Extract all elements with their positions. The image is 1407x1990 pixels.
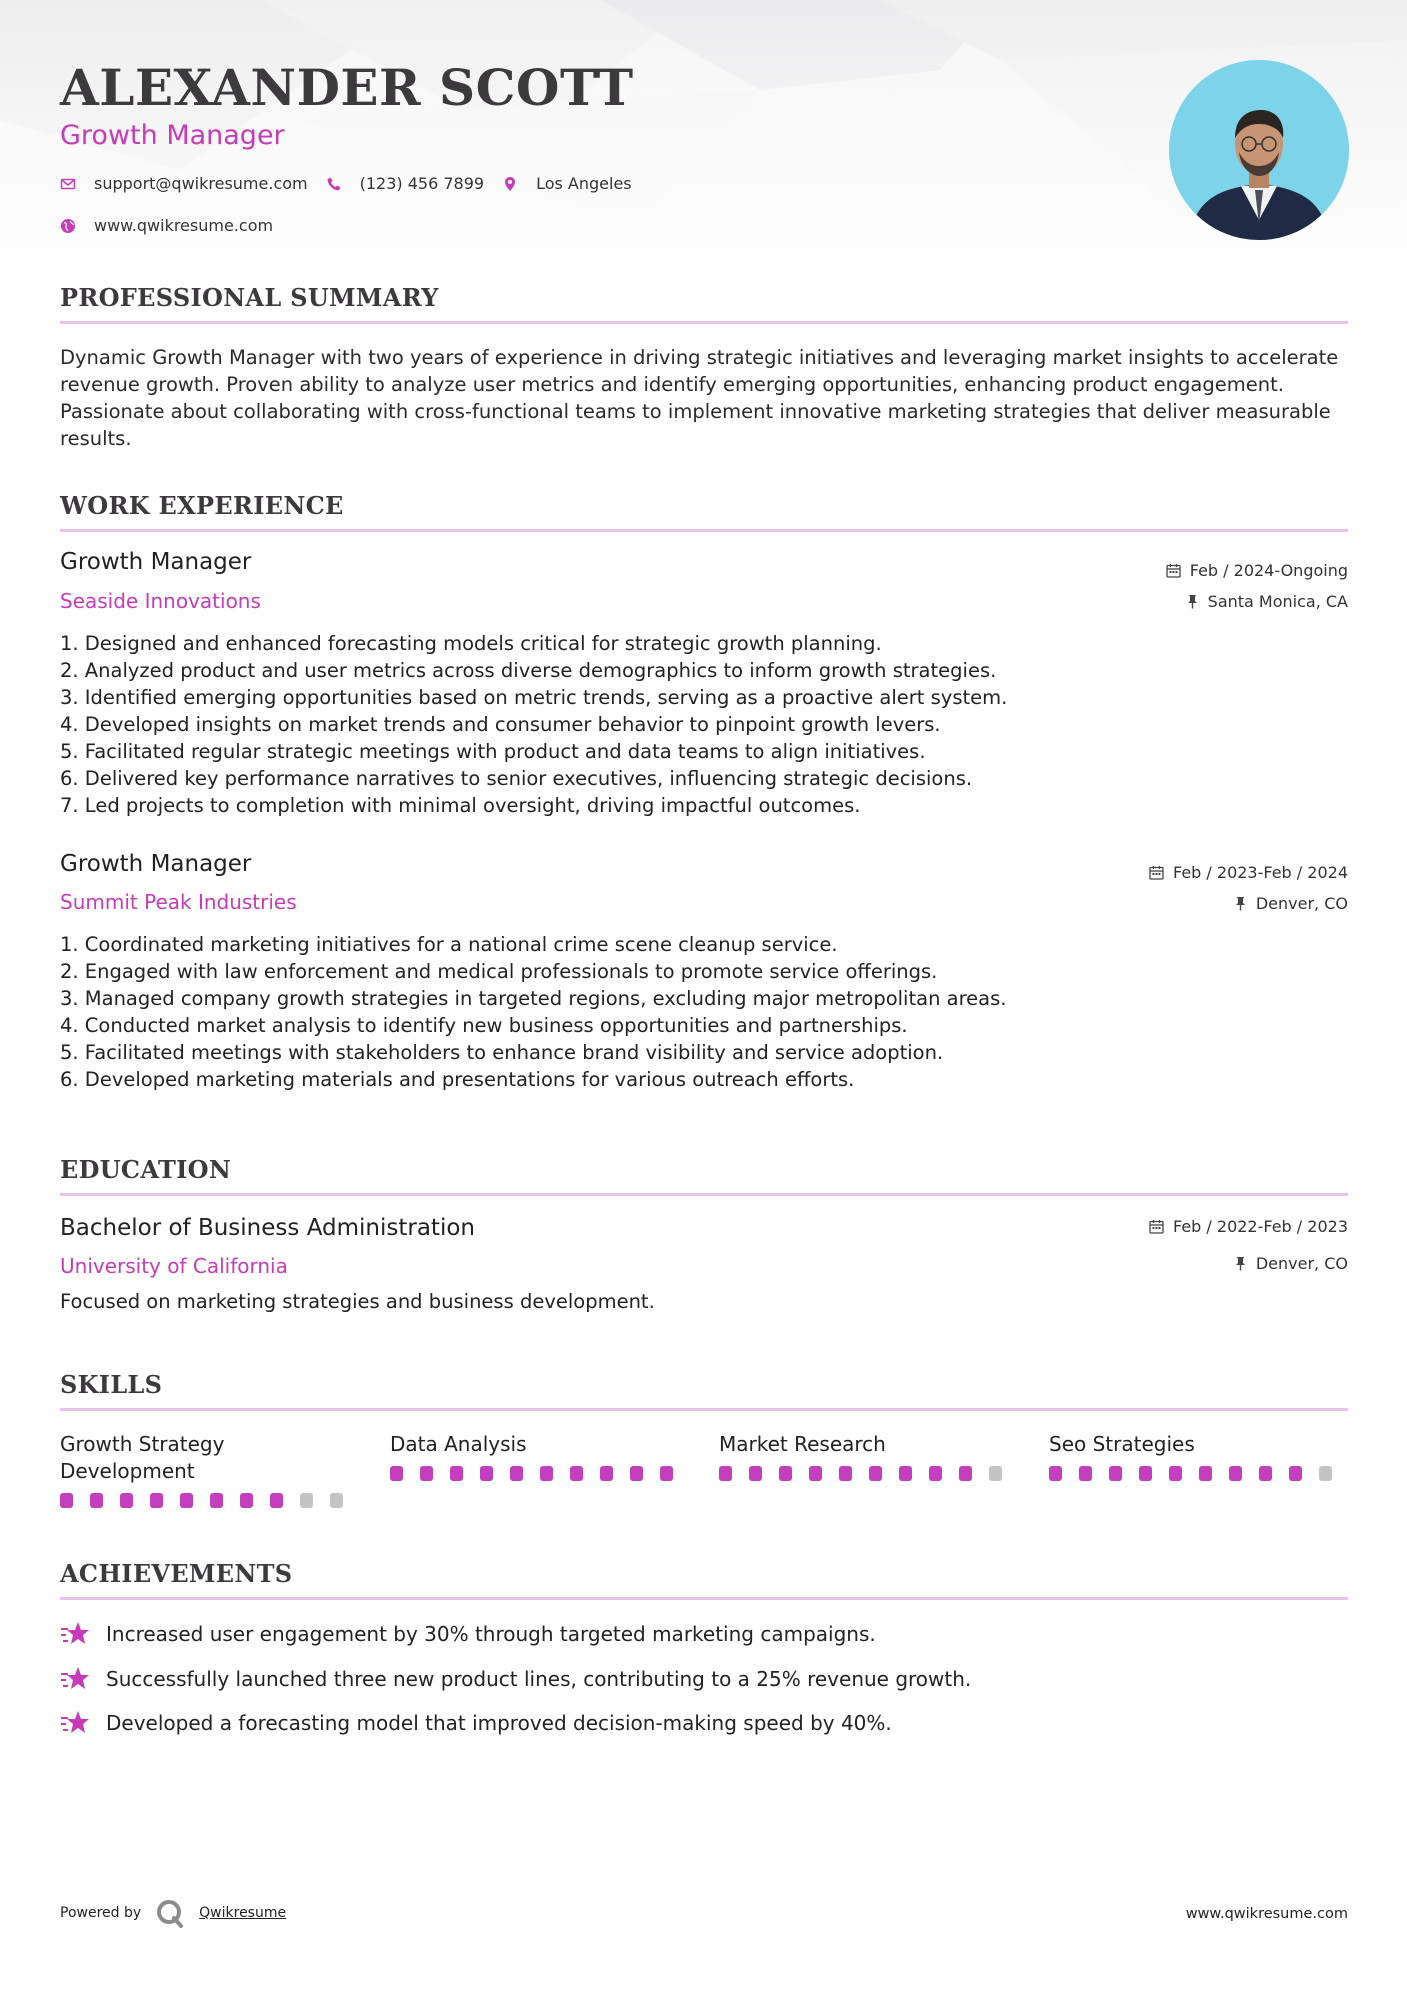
skill-dot-filled <box>480 1466 493 1481</box>
skill-item <box>60 1431 360 1508</box>
education-school: University of California <box>60 1254 288 1278</box>
job-title: Growth Manager <box>60 549 252 575</box>
powered-by-label: Powered by <box>60 1905 142 1921</box>
pushpin-icon <box>1186 594 1199 609</box>
list-item: 4. Developed insights on market trends and consumer behavior to pinpoint growth levers. <box>60 713 941 736</box>
skill-dot-filled <box>120 1493 133 1508</box>
education-location-text: Denver, CO <box>1255 1254 1348 1273</box>
job-dates <box>1149 863 1348 882</box>
skill-dot-filled <box>420 1466 433 1481</box>
skill-rating <box>60 1493 360 1508</box>
skill-item <box>719 1431 1019 1481</box>
job-bullets <box>60 630 1350 819</box>
list-item: 3. Managed company growth strategies in targeted regions, excluding major metropolitan areas. <box>60 987 1007 1010</box>
skill-name: Data Analysis <box>390 1432 527 1456</box>
education-description: Focused on marketing strategies and business development. <box>60 1290 655 1313</box>
contact-phone[interactable] <box>326 174 484 193</box>
contact-row-2 <box>60 216 291 235</box>
calendar-icon <box>1149 865 1164 880</box>
skill-dot-filled <box>660 1466 673 1481</box>
envelope-icon <box>60 176 76 192</box>
list-item: 5. Facilitated meetings with stakeholders to enhance brand visibility and service adoption. <box>60 1041 944 1064</box>
job-dates <box>1166 561 1348 580</box>
skills-divider <box>60 1408 1348 1411</box>
contact-location <box>502 174 632 193</box>
list-item: 2. Analyzed product and user metrics across diverse demographics to inform growth strategies. <box>60 659 997 682</box>
list-item: 6. Developed marketing materials and presentations for various outreach efforts. <box>60 1068 855 1091</box>
map-pin-icon <box>502 176 518 192</box>
avatar-portrait <box>1169 60 1349 240</box>
star-icon <box>60 1620 90 1648</box>
skill-dot-filled <box>869 1466 882 1481</box>
list-item: 1. Designed and enhanced forecasting models critical for strategic growth planning. <box>60 632 882 655</box>
qwikresume-logo-icon <box>155 1898 185 1928</box>
skill-dot-filled <box>60 1493 73 1508</box>
list-item: 4. Conducted market analysis to identify new business opportunities and partnerships. <box>60 1014 908 1037</box>
list-item: 3. Identified emerging opportunities based on metric trends, serving as a proactive alert system. <box>60 686 1008 709</box>
skill-dot-filled <box>1259 1466 1272 1481</box>
avatar <box>1169 60 1349 240</box>
skill-dot-empty <box>330 1493 343 1508</box>
candidate-name: ALEXANDER SCOTT <box>60 58 634 117</box>
skill-dot-filled <box>600 1466 613 1481</box>
skill-dot-filled <box>270 1493 283 1508</box>
job-company: Seaside Innovations <box>60 589 261 613</box>
skill-dot-filled <box>240 1493 253 1508</box>
achievement-text: Successfully launched three new product lines, contributing to a 25% revenue growth. <box>106 1667 972 1691</box>
skill-dot-empty <box>989 1466 1002 1481</box>
list-item: 5. Facilitated regular strategic meetings with product and data teams to align initiatives. <box>60 740 926 763</box>
skill-dot-filled <box>570 1466 583 1481</box>
skill-dot-filled <box>390 1466 403 1481</box>
skill-dot-filled <box>630 1466 643 1481</box>
contact-row <box>60 174 650 193</box>
summary-title: PROFESSIONAL SUMMARY <box>60 283 439 312</box>
phone-icon <box>326 176 342 192</box>
skill-dot-filled <box>510 1466 523 1481</box>
education-dates-text: Feb / 2022-Feb / 2023 <box>1173 1217 1348 1236</box>
skill-dot-filled <box>1229 1466 1242 1481</box>
skill-dot-filled <box>809 1466 822 1481</box>
skill-dot-empty <box>300 1493 313 1508</box>
candidate-role: Growth Manager <box>60 120 285 151</box>
summary-divider <box>60 321 1348 324</box>
location-text: Los Angeles <box>536 174 632 193</box>
experience-divider <box>60 529 1348 532</box>
list-item: 7. Led projects to completion with minimal oversight, driving impactful outcomes. <box>60 794 861 817</box>
achievement-text: Increased user engagement by 30% through targeted marketing campaigns. <box>106 1622 876 1646</box>
skill-dot-filled <box>450 1466 463 1481</box>
skill-dot-filled <box>839 1466 852 1481</box>
achievements-title: ACHIEVEMENTS <box>60 1559 293 1588</box>
skill-name: Seo Strategies <box>1049 1432 1195 1456</box>
skills-title: SKILLS <box>60 1370 163 1399</box>
job-location-text: Denver, CO <box>1255 894 1348 913</box>
job-location <box>1186 592 1348 611</box>
skill-dot-filled <box>1289 1466 1302 1481</box>
contact-email[interactable] <box>60 174 308 193</box>
achievements-divider <box>60 1597 1348 1600</box>
pushpin-icon <box>1234 896 1247 911</box>
skill-dot-filled <box>210 1493 223 1508</box>
achievement-item <box>60 1665 971 1693</box>
job-dates-text: Feb / 2023-Feb / 2024 <box>1173 863 1348 882</box>
achievement-item <box>60 1620 876 1648</box>
job-title: Growth Manager <box>60 851 252 877</box>
skill-dot-filled <box>150 1493 163 1508</box>
website-text: www.qwikresume.com <box>94 216 274 235</box>
education-divider <box>60 1193 1348 1196</box>
skill-dot-filled <box>1199 1466 1212 1481</box>
job-location-text: Santa Monica, CA <box>1207 592 1348 611</box>
skill-dot-filled <box>719 1466 732 1481</box>
job-location <box>1234 894 1348 913</box>
list-item: 6. Delivered key performance narratives to senior executives, influencing strategic decisions. <box>60 767 973 790</box>
phone-text: (123) 456 7899 <box>359 174 485 193</box>
skill-dot-empty <box>1319 1466 1332 1481</box>
skill-dot-filled <box>749 1466 762 1481</box>
skill-dot-filled <box>1079 1466 1092 1481</box>
star-icon <box>60 1709 90 1737</box>
achievement-item <box>60 1709 892 1737</box>
email-text: support@qwikresume.com <box>94 174 308 193</box>
skill-name: Market Research <box>719 1432 886 1456</box>
star-icon <box>60 1665 90 1693</box>
job-company: Summit Peak Industries <box>60 890 297 914</box>
skill-dot-filled <box>540 1466 553 1481</box>
skill-rating <box>390 1466 690 1481</box>
experience-title: WORK EXPERIENCE <box>60 491 344 520</box>
footer-powered-by <box>60 1898 286 1928</box>
footer-website[interactable]: www.qwikresume.com <box>1185 1906 1348 1922</box>
skill-dot-filled <box>959 1466 972 1481</box>
skill-rating <box>1049 1466 1349 1481</box>
education-location <box>1234 1254 1348 1273</box>
education-dates <box>1149 1217 1348 1236</box>
skill-dot-filled <box>1109 1466 1122 1481</box>
summary-text: Dynamic Growth Manager with two years of experience in driving strategic initiatives and leveraging market insights to accelerate revenue growth. Proven ability to analyze user metrics and identify emerging opportunities, enhancing product engagement. Passionate about collaborating with cross-functional teams to implement innovative marketing strategies that deliver measurable results. <box>60 346 1339 450</box>
skill-dot-filled <box>929 1466 942 1481</box>
skill-dot-filled <box>180 1493 193 1508</box>
calendar-icon <box>1149 1219 1164 1234</box>
skill-item <box>1049 1431 1349 1481</box>
skill-rating <box>719 1466 1019 1481</box>
list-item: 2. Engaged with law enforcement and medical professionals to promote service offerings. <box>60 960 938 983</box>
globe-icon <box>60 218 76 234</box>
list-item: 1. Coordinated marketing initiatives for a national crime scene cleanup service. <box>60 933 838 956</box>
skill-item <box>390 1431 690 1481</box>
education-title: EDUCATION <box>60 1155 232 1184</box>
achievement-text: Developed a forecasting model that improved decision-making speed by 40%. <box>106 1711 892 1735</box>
skill-dot-filled <box>1139 1466 1152 1481</box>
pushpin-icon <box>1234 1256 1247 1271</box>
skill-dot-filled <box>899 1466 912 1481</box>
calendar-icon <box>1166 563 1181 578</box>
job-bullets <box>60 931 1350 1093</box>
job-dates-text: Feb / 2024-Ongoing <box>1189 561 1348 580</box>
skill-dot-filled <box>779 1466 792 1481</box>
skill-name: Growth Strategy Development <box>60 1432 225 1483</box>
qwikresume-link[interactable]: Qwikresume <box>199 1905 287 1921</box>
contact-website[interactable] <box>60 216 273 235</box>
education-degree: Bachelor of Business Administration <box>60 1215 475 1241</box>
skill-dot-filled <box>1049 1466 1062 1481</box>
skill-dot-filled <box>1169 1466 1182 1481</box>
skill-dot-filled <box>90 1493 103 1508</box>
